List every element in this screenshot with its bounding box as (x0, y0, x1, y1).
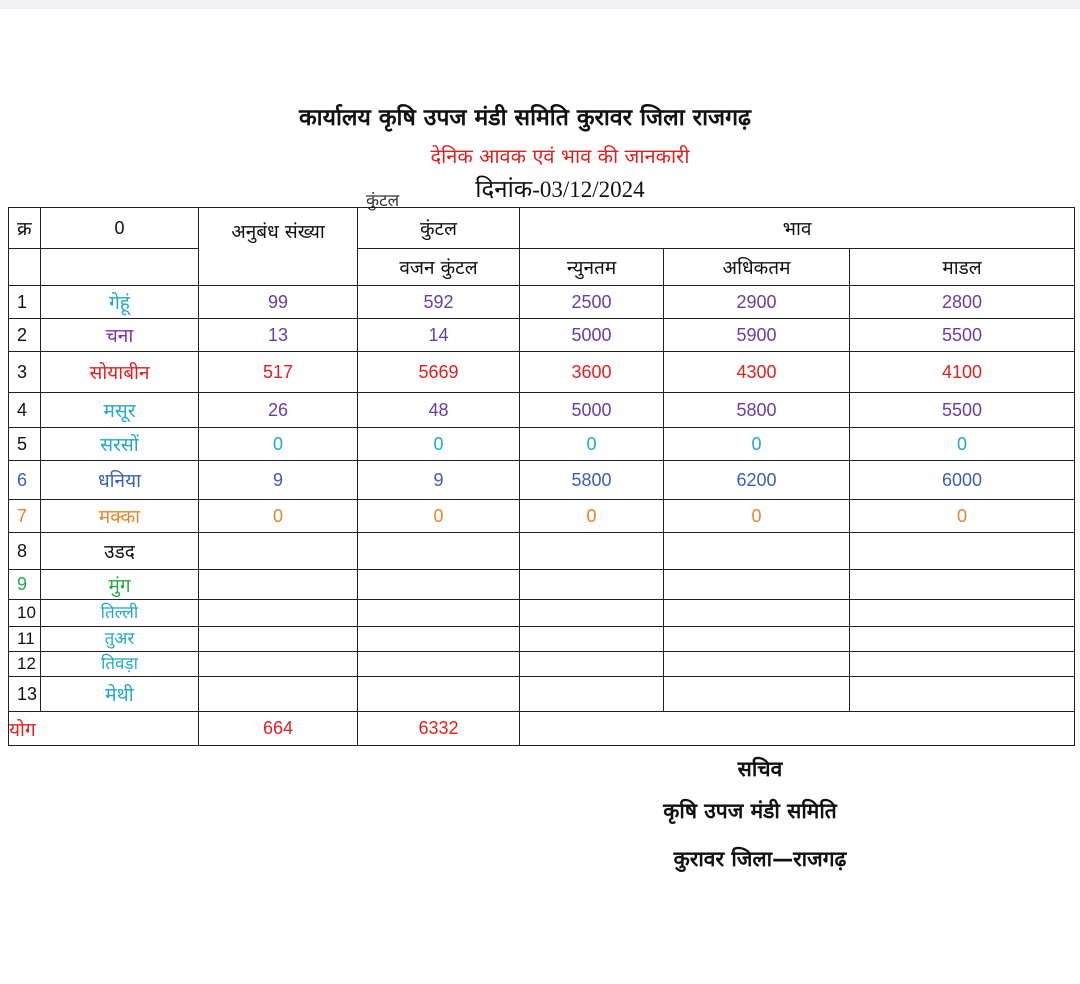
min-price: 0 (520, 428, 664, 461)
row-number: 6 (9, 461, 41, 500)
col-weight-header: वजन कुंटल (358, 249, 520, 286)
table-row (9, 600, 1075, 627)
min-price (520, 627, 664, 652)
report-subtitle: देनिक आवक एवं भाव की जानकारी (430, 144, 690, 168)
min-price: 0 (520, 500, 664, 533)
quintal-value: 0 (358, 428, 520, 461)
row-number: 8 (9, 533, 41, 570)
quintal-value: 48 (358, 393, 520, 428)
top-strip (0, 0, 1080, 9)
contracts-value: 0 (199, 500, 358, 533)
contracts-value (199, 652, 358, 677)
quintal-value: 592 (358, 286, 520, 319)
crop-name: उडद (41, 533, 199, 570)
crop-name: मुंग (41, 570, 199, 600)
min-price (520, 600, 664, 627)
min-price: 2500 (520, 286, 664, 319)
quintal-value (358, 627, 520, 652)
quintal-value: 0 (358, 500, 520, 533)
col-serial-header: क्र (9, 208, 41, 249)
quintal-value: 9 (358, 461, 520, 500)
crop-name: तिल्ली (41, 600, 199, 627)
quintal-value: 5669 (358, 352, 520, 393)
total-blank (520, 712, 1075, 746)
header-row-1 (9, 208, 1075, 249)
modal-price: 4100 (850, 352, 1075, 393)
max-price: 0 (664, 500, 850, 533)
col-modal-header: माडल (850, 249, 1075, 286)
row-number: 4 (9, 393, 41, 428)
modal-price: 2800 (850, 286, 1075, 319)
modal-price: 5500 (850, 393, 1075, 428)
quintal-value: 14 (358, 319, 520, 352)
contracts-value (199, 600, 358, 627)
mandi-rates-table (8, 207, 1075, 746)
total-quintal: 6332 (358, 712, 520, 746)
crop-name: मेथी (41, 677, 199, 712)
max-price (664, 627, 850, 652)
col-price-header: भाव (520, 208, 1075, 249)
min-price: 5000 (520, 319, 664, 352)
modal-price (850, 677, 1075, 712)
contracts-value (199, 677, 358, 712)
contracts-value: 13 (199, 319, 358, 352)
crop-name: सोयाबीन (41, 352, 199, 393)
table-row (9, 319, 1075, 352)
contracts-value: 99 (199, 286, 358, 319)
max-price: 4300 (664, 352, 850, 393)
min-price (520, 533, 664, 570)
contracts-value: 0 (199, 428, 358, 461)
modal-price (850, 533, 1075, 570)
modal-price: 0 (850, 500, 1075, 533)
col-min-header: न्युनतम (520, 249, 664, 286)
crop-name: चना (41, 319, 199, 352)
contracts-value: 517 (199, 352, 358, 393)
total-row (9, 712, 1075, 746)
date-label: दिनांक (475, 175, 533, 203)
row-number: 10 (9, 600, 41, 627)
modal-price (850, 627, 1075, 652)
quintal-value (358, 570, 520, 600)
row-number: 12 (9, 652, 41, 677)
row-number: 1 (9, 286, 41, 319)
contracts-value: 26 (199, 393, 358, 428)
row-number: 9 (9, 570, 41, 600)
col-crop-header: 0 (41, 208, 199, 249)
min-price: 5800 (520, 461, 664, 500)
max-price: 0 (664, 428, 850, 461)
modal-price (850, 652, 1075, 677)
table-row (9, 500, 1075, 533)
office-title: कार्यालय कृषि उपज मंडी समिति कुरावर जिला राजगढ़ (298, 105, 752, 131)
contracts-value: 9 (199, 461, 358, 500)
row-number: 13 (9, 677, 41, 712)
col-max-header: अधिकतम (664, 249, 850, 286)
quintal-value (358, 600, 520, 627)
contracts-value (199, 533, 358, 570)
header-row-2 (9, 249, 1075, 286)
min-price: 3600 (520, 352, 664, 393)
modal-price (850, 600, 1075, 627)
max-price: 6200 (664, 461, 850, 500)
table-row (9, 570, 1075, 600)
table-row (9, 428, 1075, 461)
max-price (664, 600, 850, 627)
min-price (520, 652, 664, 677)
row-number: 5 (9, 428, 41, 461)
row-number: 11 (9, 627, 41, 652)
table-row (9, 677, 1075, 712)
table-row (9, 627, 1075, 652)
total-contracts: 664 (199, 712, 358, 746)
contracts-value (199, 627, 358, 652)
crop-name: तुअर (41, 627, 199, 652)
signature-title: सचिव (737, 757, 783, 781)
max-price: 2900 (664, 286, 850, 319)
quintal-value (358, 652, 520, 677)
min-price (520, 677, 664, 712)
clipped-quintal-text: कुंटल (366, 191, 400, 211)
max-price: 5800 (664, 393, 850, 428)
max-price: 5900 (664, 319, 850, 352)
max-price (664, 570, 850, 600)
header-blank-crop (41, 249, 199, 286)
modal-price: 0 (850, 428, 1075, 461)
quintal-value (358, 533, 520, 570)
modal-price: 5500 (850, 319, 1075, 352)
table-row (9, 352, 1075, 393)
table-row (9, 393, 1075, 428)
max-price (664, 533, 850, 570)
table-row (9, 461, 1075, 500)
min-price: 5000 (520, 393, 664, 428)
crop-name: धनिया (41, 461, 199, 500)
max-price (664, 677, 850, 712)
min-price (520, 570, 664, 600)
crop-name: गेहूं (41, 286, 199, 319)
total-label: योग (9, 712, 199, 746)
crop-name: तिवड़ा (41, 652, 199, 677)
table-row (9, 652, 1075, 677)
modal-price (850, 570, 1075, 600)
date-value: -03/12/2024 (532, 177, 645, 202)
quintal-value (358, 677, 520, 712)
col-contracts-header: अनुबंध संख्या (199, 208, 358, 286)
row-number: 2 (9, 319, 41, 352)
crop-name: सरसों (41, 428, 199, 461)
signature-place: कुरावर जिला—राजगढ़ (673, 847, 847, 871)
row-number: 3 (9, 352, 41, 393)
modal-price: 6000 (850, 461, 1075, 500)
table-row (9, 286, 1075, 319)
signature-org: कृषि उपज मंडी समिति (663, 799, 837, 823)
crop-name: मक्का (41, 500, 199, 533)
header-blank-serial (9, 249, 41, 286)
contracts-value (199, 570, 358, 600)
col-quintal-header: कुंटल (358, 208, 520, 249)
table-row (9, 533, 1075, 570)
crop-name: मसूर (41, 393, 199, 428)
row-number: 7 (9, 500, 41, 533)
max-price (664, 652, 850, 677)
